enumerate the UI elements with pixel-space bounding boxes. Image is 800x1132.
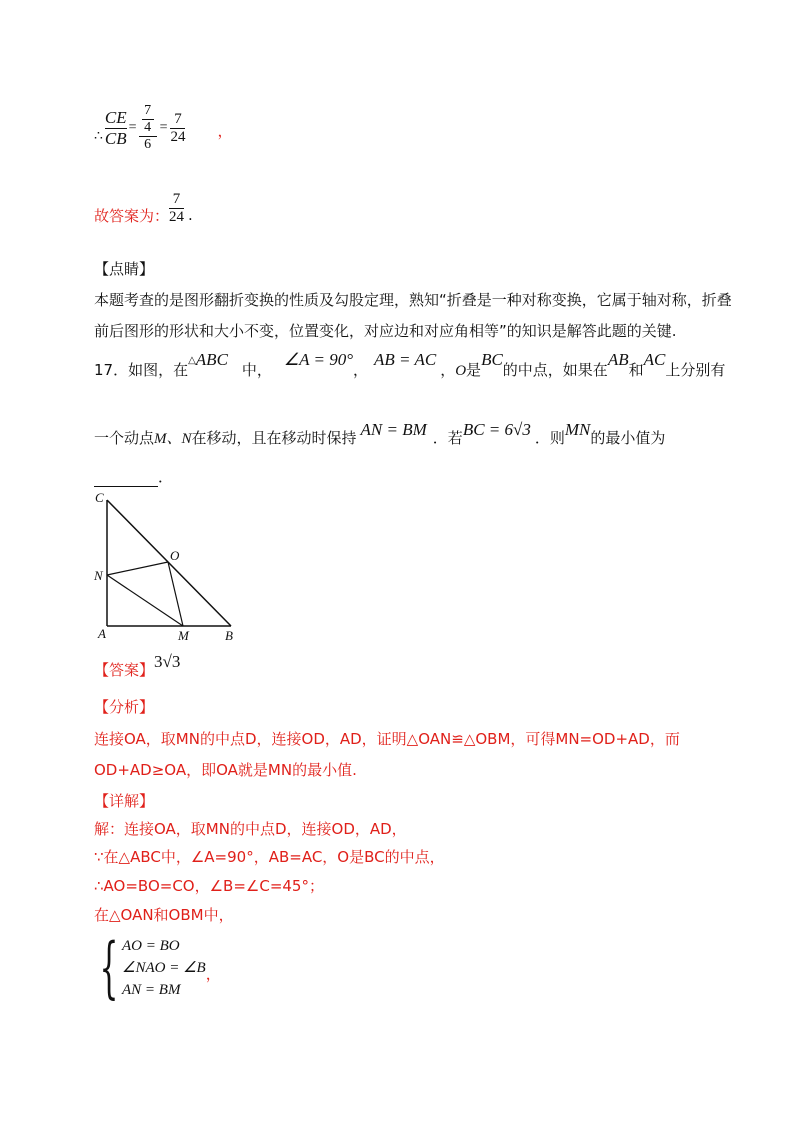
- analysis-line-2: OD+AD≥OA，即OA就是MN的最小值.: [94, 761, 357, 779]
- segment-ac: AC: [643, 350, 666, 369]
- segment-om: [168, 562, 183, 626]
- answer-denominator: 24: [169, 208, 185, 225]
- answer-value: 3√3: [154, 652, 181, 671]
- segment-bc: BC: [481, 350, 503, 369]
- result-denominator: 24: [170, 128, 186, 145]
- answer-heading: 【答案】: [94, 660, 155, 679]
- triangle-symbol: △: [188, 355, 196, 366]
- label-n: N: [94, 568, 103, 583]
- system-row-3: AN = BM: [122, 982, 181, 998]
- label-c: C: [95, 490, 104, 505]
- detail-heading: 【详解】: [94, 792, 155, 810]
- answer-blank: [94, 466, 173, 487]
- problem-he: 和: [628, 361, 644, 379]
- outer-denominator: 6: [144, 137, 152, 152]
- numerator-ce: CE: [104, 107, 127, 127]
- problem-tail-1: 上分别有: [665, 361, 726, 379]
- blank-period: ．: [158, 468, 174, 486]
- ce-over-cb: [105, 108, 127, 149]
- problem-midpoint: 的中点，如果在: [502, 361, 608, 379]
- label-a: A: [98, 626, 106, 641]
- ab-eq-ac: AB = AC: [374, 350, 437, 369]
- detail-line-4: 在△OAN和OBM中，: [94, 906, 234, 924]
- review-line-2: 前后图形的形状和大小不变，位置变化，对应边和对应角相等”的知识是解答此题的关键.: [94, 322, 677, 340]
- problem-line2-a: 一个动点: [94, 429, 155, 447]
- result-numerator: 7: [174, 110, 182, 127]
- system-row-2: ∠NAO = ∠B: [122, 960, 206, 976]
- system-row-1: AO = BO: [122, 938, 180, 954]
- answer-row: [94, 650, 180, 680]
- problem-line-2: [94, 414, 665, 448]
- problem-line2-c: ．若: [432, 429, 463, 447]
- analysis-line-1: 连接OA，取MN的中点D，连接OD，AD，证明△OAN≌△OBM，可得MN=OD+AD，而: [94, 730, 680, 748]
- system-comma: ，: [205, 965, 221, 983]
- triangle-abc: ABC: [195, 350, 228, 369]
- review-line-1: 本题考查的是图形翻折变换的性质及勾股定理，熟知“折叠是一种对称变换，它属于轴对称，折叠: [94, 291, 732, 309]
- detail-line-2: ∵在△ABC中，∠A=90°，AB=AC，O是BC的中点，: [94, 848, 445, 866]
- problem-line2-d: ．则: [534, 429, 565, 447]
- answer-fraction: [169, 191, 184, 226]
- seven-quarters: [142, 103, 154, 136]
- problem-number: 17．如图，在: [94, 361, 189, 379]
- bc-value: BC = 6√3: [462, 420, 531, 439]
- problem-line-1: [94, 346, 725, 380]
- label-m: M: [178, 628, 189, 643]
- system-rows: [122, 935, 221, 1001]
- points-mn: M、N: [154, 431, 192, 447]
- label-o: O: [170, 548, 180, 563]
- comma-2: ，: [440, 361, 456, 379]
- problem-zhong: 中，: [241, 361, 272, 379]
- answer-period: .: [188, 206, 193, 224]
- comma-1: ，: [353, 361, 369, 379]
- equation-system: [94, 930, 221, 1006]
- side-cb: [107, 500, 231, 626]
- analysis-heading: 【分析】: [94, 698, 155, 716]
- detail-line-1: 解：连接OA，取MN的中点D，连接OD，AD，: [94, 820, 407, 838]
- system-brace: {: [99, 929, 119, 1006]
- trailing-comma: ，: [217, 121, 233, 140]
- segment-nm: [107, 575, 183, 626]
- fraction-equation: [94, 98, 232, 158]
- inner-numerator: 7: [144, 103, 152, 118]
- nested-fraction: [139, 103, 157, 153]
- inner-denominator: 4: [144, 120, 152, 135]
- an-eq-bm: AN = BM: [360, 420, 427, 439]
- denominator-cb: CB: [104, 128, 127, 148]
- detail-line-3: ∴AO=BO=CO，∠B=∠C=45°；: [94, 877, 324, 895]
- point-o: O: [455, 363, 467, 379]
- answer-label: 故答案为：: [94, 206, 170, 225]
- geometry-figure: [90, 488, 250, 644]
- segment-mn: MN: [564, 420, 591, 439]
- result-fraction: [170, 111, 185, 146]
- therefore-symbol: ∴: [94, 128, 103, 144]
- equals-2: =: [159, 120, 168, 135]
- system-row-2-wrap: [122, 957, 221, 983]
- segment-ab: AB: [607, 350, 629, 369]
- review-heading: 【点睛】: [94, 260, 155, 278]
- problem-line2-e: 的最小值为: [590, 429, 666, 447]
- equals-1: =: [128, 120, 137, 135]
- problem-shi: 是: [466, 361, 482, 379]
- answer-numerator: 7: [172, 190, 181, 207]
- label-b: B: [225, 628, 233, 643]
- answer-line: [94, 186, 193, 230]
- problem-line2-b: 在移动，且在移动时保持: [191, 429, 357, 447]
- angle-a: ∠A = 90°: [283, 350, 354, 369]
- blank-underline: [94, 470, 158, 487]
- segment-no: [107, 562, 168, 575]
